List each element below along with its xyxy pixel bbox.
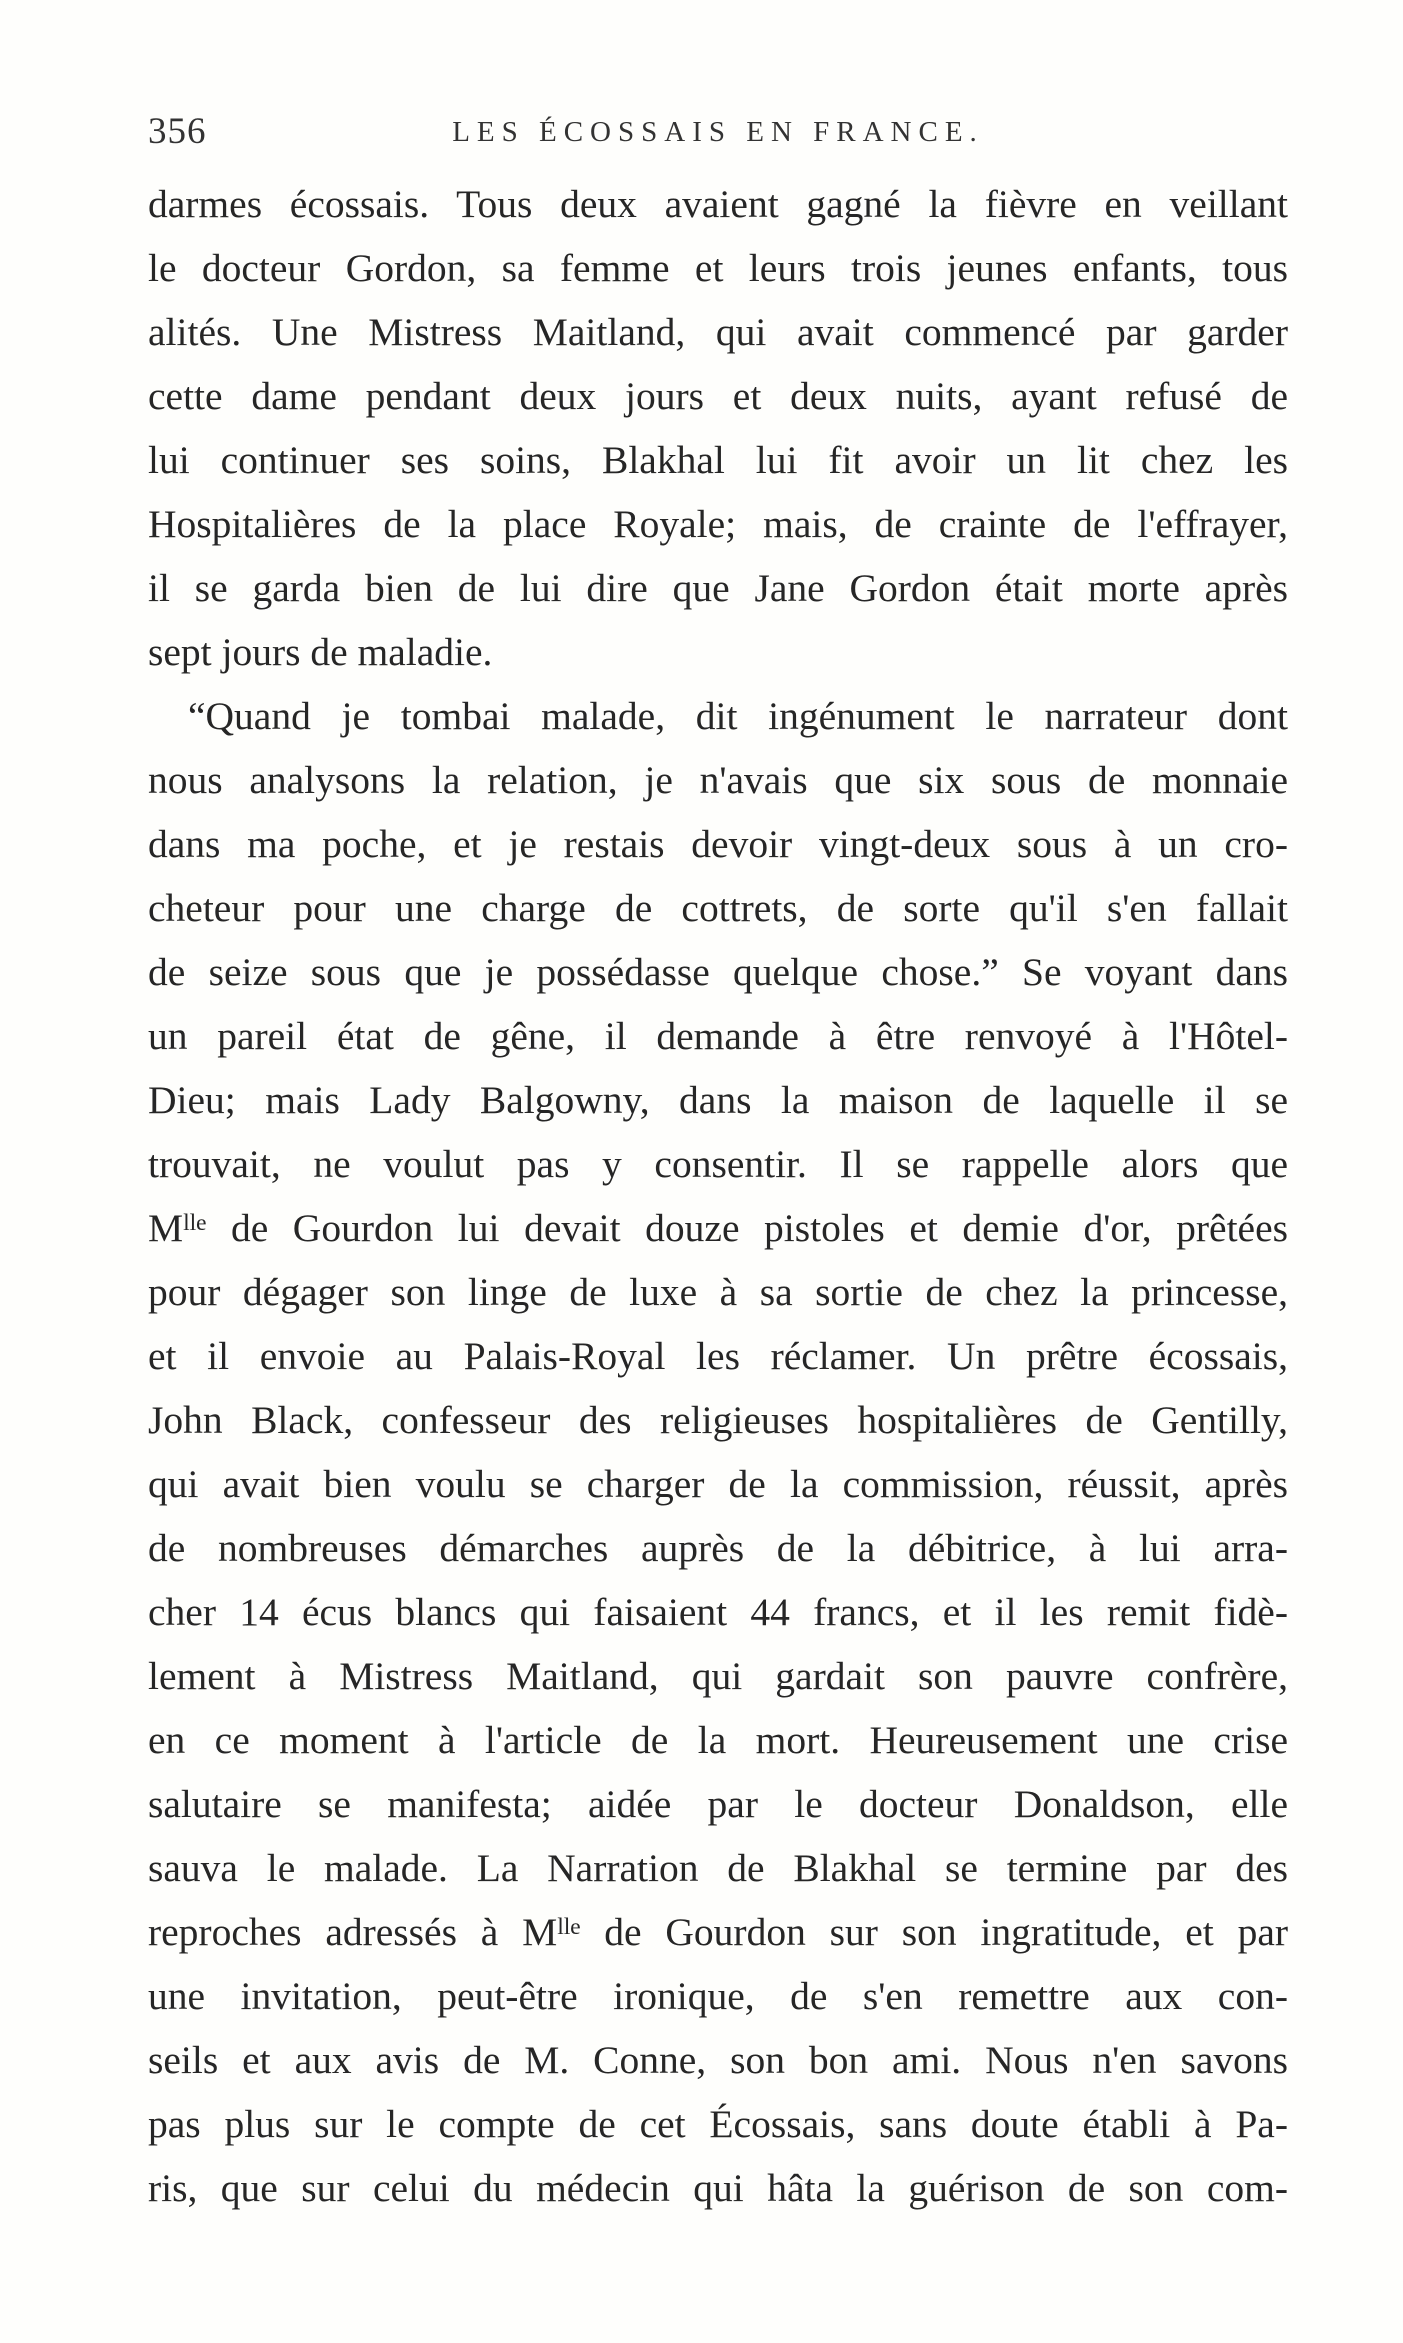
running-title: LES ÉCOSSAIS EN FRANCE. bbox=[452, 116, 984, 148]
text-line: une invitation, peut-être ironique, de s'en remettre aux con- bbox=[148, 1974, 1288, 2018]
text-line: Dieu; mais Lady Balgowny, dans la maison de laquelle il se bbox=[148, 1078, 1288, 1122]
text-line: reproches adressés à Mˡˡᵉ de Gourdon sur son ingratitude, et par bbox=[148, 1910, 1288, 1954]
text-line: et il envoie au Palais-Royal les réclamer. Un prêtre écossais, bbox=[148, 1334, 1288, 1378]
text-line: cette dame pendant deux jours et deux nuits, ayant refusé de bbox=[148, 374, 1288, 418]
text-line: de seize sous que je possédasse quelque chose.” Se voyant dans bbox=[148, 950, 1288, 994]
text-line: Mˡˡᵉ de Gourdon lui devait douze pistoles et demie d'or, prêtées bbox=[148, 1206, 1288, 1250]
page-number: 356 bbox=[148, 111, 207, 152]
text-line: lement à Mistress Maitland, qui gardait son pauvre confrère, bbox=[148, 1654, 1288, 1698]
text-line: le docteur Gordon, sa femme et leurs trois jeunes enfants, tous bbox=[148, 246, 1288, 290]
body-text bbox=[148, 172, 1288, 2220]
text-line: Hospitalières de la place Royale; mais, de crainte de l'effrayer, bbox=[148, 502, 1288, 546]
text-line: dans ma poche, et je restais devoir vingt-deux sous à un cro- bbox=[148, 822, 1288, 866]
text-line: pour dégager son linge de luxe à sa sortie de chez la princesse, bbox=[148, 1270, 1288, 1314]
text-line: nous analysons la relation, je n'avais que six sous de monnaie bbox=[148, 758, 1288, 802]
text-line: salutaire se manifesta; aidée par le docteur Donaldson, elle bbox=[148, 1782, 1288, 1826]
text-line: de nombreuses démarches auprès de la débitrice, à lui arra- bbox=[148, 1526, 1288, 1570]
text-line: lui continuer ses soins, Blakhal lui fit avoir un lit chez les bbox=[148, 438, 1288, 482]
text-line: cheteur pour une charge de cottrets, de sorte qu'il s'en fallait bbox=[148, 886, 1288, 930]
text-line: en ce moment à l'article de la mort. Heureusement une crise bbox=[148, 1718, 1288, 1762]
text-line: alités. Une Mistress Maitland, qui avait commencé par garder bbox=[148, 310, 1288, 354]
text-line: “Quand je tombai malade, dit ingénument le narrateur dont bbox=[188, 694, 1288, 738]
text-line: un pareil état de gêne, il demande à être renvoyé à l'Hôtel- bbox=[148, 1014, 1288, 1058]
text-line: trouvait, ne voulut pas y consentir. Il se rappelle alors que bbox=[148, 1142, 1288, 1186]
text-line: qui avait bien voulu se charger de la commission, réussit, après bbox=[148, 1462, 1288, 1506]
text-line: sauva le malade. La Narration de Blakhal se termine par des bbox=[148, 1846, 1288, 1890]
text-line: seils et aux avis de M. Conne, son bon ami. Nous n'en savons bbox=[148, 2038, 1288, 2082]
text-line: John Black, confesseur des religieuses hospitalières de Gentilly, bbox=[148, 1398, 1288, 1442]
text-line: pas plus sur le compte de cet Écossais, sans doute établi à Pa- bbox=[148, 2102, 1288, 2146]
text-line: cher 14 écus blancs qui faisaient 44 francs, et il les remit fidè- bbox=[148, 1590, 1288, 1634]
text-line: il se garda bien de lui dire que Jane Gordon était morte après bbox=[148, 566, 1288, 610]
text-line: ris, que sur celui du médecin qui hâta la guérison de son com- bbox=[148, 2166, 1288, 2210]
text-line: sept jours de maladie. bbox=[148, 630, 493, 674]
running-head bbox=[148, 110, 1288, 160]
text-line: darmes écossais. Tous deux avaient gagné la fièvre en veillant bbox=[148, 182, 1288, 226]
